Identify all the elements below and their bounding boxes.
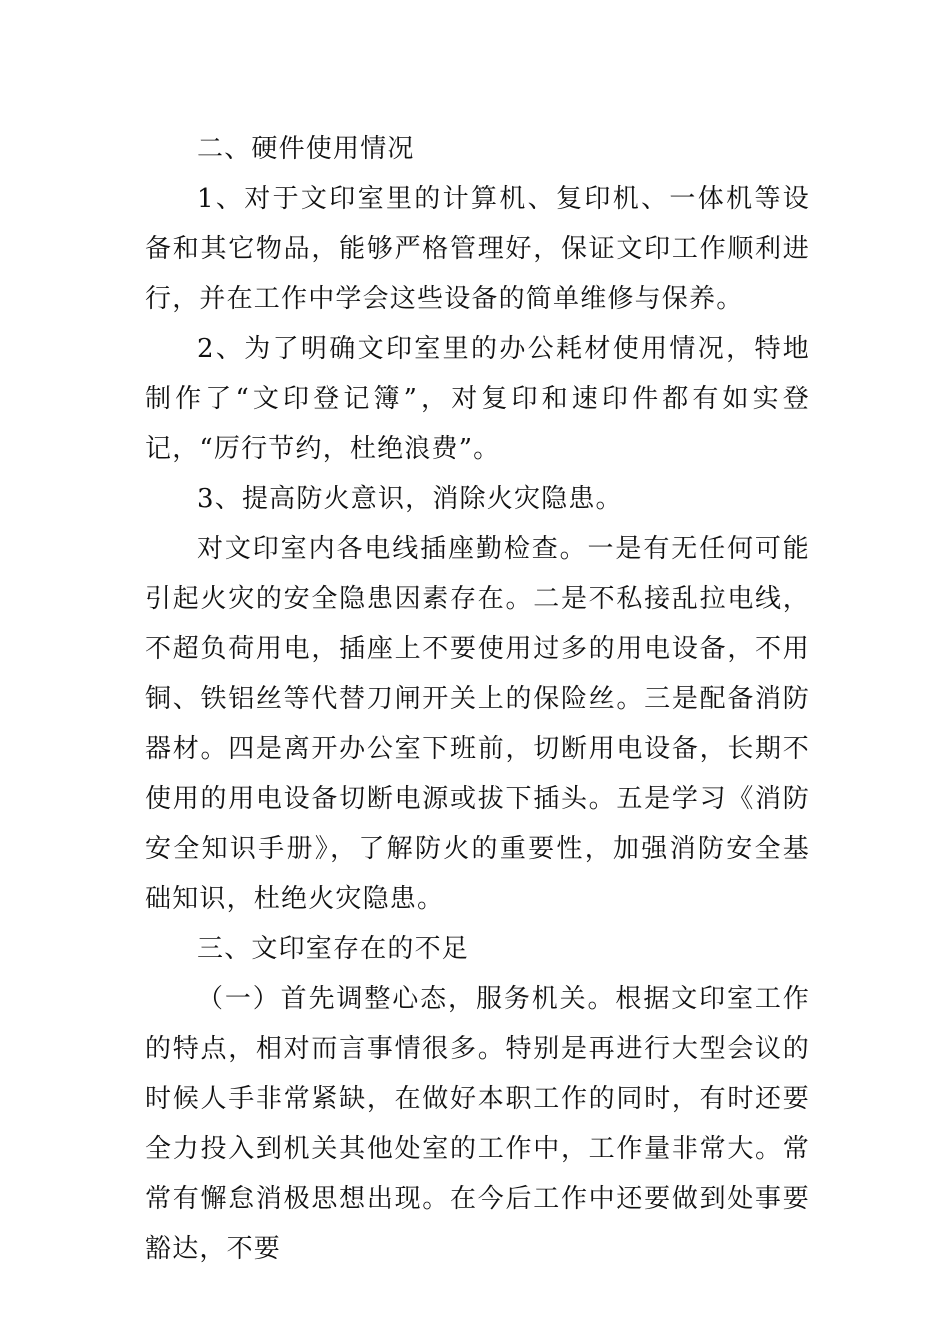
paragraph-fire-safety-details: 对文印室内各电线插座勤检查。一是有无任何可能引起火灾的安全隐患因素存在。二是不私接乱拉电线，不超负荷用电，插座上不要使用过多的用电设备，不用铜、铁铝丝等代替刀闸开关上的保险丝。三是配备消防器材。四是离开办公室下班前，切断用电设备，长期不使用的用电设备切断电源或拔下插头。五是学习《消防安全知识手册》，了解防火的重要性，加强消防安全基础知识，杜绝火灾隐患。 xyxy=(145,534,810,914)
paragraph-consumables-register: 2、为了明确文印室里的办公耗材使用情况，特地制作了“文印登记簿”，对复印和速印件都有如实登记，“厉行节约，杜绝浪费”。 xyxy=(145,334,810,464)
document-body xyxy=(145,124,810,1274)
paragraph-adjust-attitude: （一）首先调整心态，服务机关。根据文印室工作的特点，相对而言事情很多。特别是再进行大型会议的时候人手非常紧缺，在做好本职工作的同时，有时还要全力投入到机关其他处室的工作中，工作量非常大。常常有懈怠消极思想出现。在今后工作中还要做到处事要豁达，不要 xyxy=(145,984,810,1264)
section-heading-hardware: 二、硬件使用情况 xyxy=(197,134,415,164)
paragraph-fire-awareness: 3、提高防火意识，消除火灾隐患。 xyxy=(197,484,623,514)
section-heading-shortcomings: 三、文印室存在的不足 xyxy=(197,934,470,964)
paragraph-equipment-management: 1、对于文印室里的计算机、复印机、一体机等设备和其它物品，能够严格管理好，保证文印工作顺利进行，并在工作中学会这些设备的简单维修与保养。 xyxy=(145,184,810,314)
